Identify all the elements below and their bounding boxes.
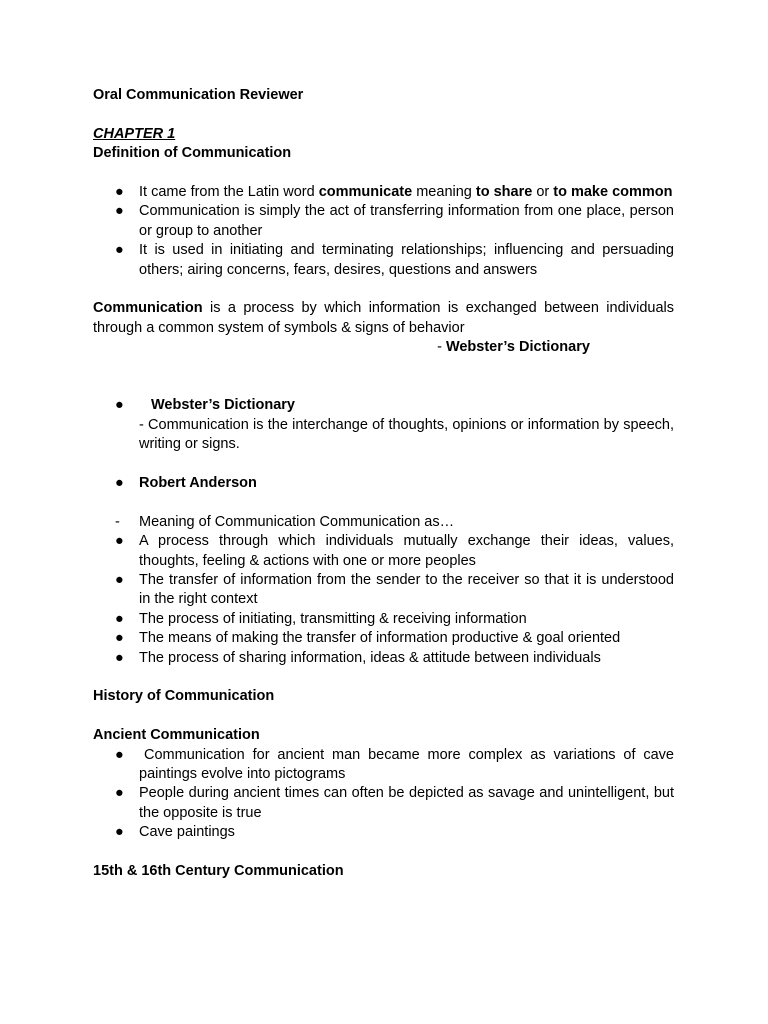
list-item: ● Communication is simply the act of transferring information from one place, person or group to another (115, 203, 674, 239)
bullet-icon: ● (115, 824, 124, 841)
list-item (93, 396, 674, 415)
history-heading: History of Communication (93, 688, 275, 705)
list-item: ● It came from the Latin word communicate meaning to share or to make common (93, 183, 674, 202)
bullet-icon: ● (115, 610, 124, 627)
bullet-icon: ● (115, 649, 124, 666)
bullet-icon: ● (115, 397, 124, 414)
websters-list (93, 396, 674, 415)
bullet-icon: ● (115, 572, 124, 589)
list-item: ● The transfer of information from the sender to the receiver so that it is understood in the right context (115, 572, 674, 608)
list-item: ● It is used in initiating and terminating relationships; influencing and persuading others; airing concerns, fears, desires, questions and answers (115, 242, 674, 278)
list-item: ● People during ancient times can often be depicted as savage and unintelligent, but the opposite is true (115, 785, 674, 821)
anderson-heading-list (93, 474, 674, 493)
bullet-icon: ● (115, 242, 124, 259)
bullet-icon: ● (115, 785, 124, 802)
attribution: - Webster’s Dictionary (437, 339, 590, 356)
list-item: ● Cave paintings (93, 823, 674, 842)
list-item: ● Communication for ancient man became more complex as variations of cave paintings evolve into pictograms (115, 746, 674, 783)
chapter-label: CHAPTER 1 (93, 125, 176, 142)
bullet-icon: ● (115, 475, 124, 492)
anderson-heading: Robert Anderson (139, 475, 257, 492)
bullet-icon: ● (115, 533, 124, 550)
list-item: - Meaning of Communication Communication as… (93, 513, 674, 532)
anderson-list (93, 513, 674, 668)
century-heading: 15th & 16th Century Communication (93, 863, 344, 880)
bullet-icon: ● (115, 630, 124, 647)
bullet-icon: ● (115, 746, 124, 763)
dash-icon: - (115, 513, 120, 530)
list-item (93, 474, 674, 493)
bullet-icon: ● (115, 184, 124, 200)
document-page (93, 86, 674, 882)
document-title: Oral Communication Reviewer (93, 87, 304, 103)
ancient-list (93, 746, 674, 843)
definition-paragraph: Communication is a process by which information is exchanged between individuals through a common system of symbols & signs of behavior (93, 300, 674, 336)
websters-heading: Webster’s Dictionary (151, 397, 295, 414)
list-item: ● A process through which individuals mutually exchange their ideas, values, thoughts, feeling & actions with one or more peoples (115, 533, 674, 569)
ancient-heading: Ancient Communication (93, 727, 260, 744)
definition-heading: Definition of Communication (93, 145, 292, 162)
list-item: ● The means of making the transfer of information productive & goal oriented (93, 629, 674, 648)
definition-list (93, 183, 674, 280)
list-item: ● The process of sharing information, ideas & attitude between individuals (93, 649, 674, 668)
list-item: ● The process of initiating, transmitting & receiving information (93, 610, 674, 629)
websters-text: - Communication is the interchange of thoughts, opinions or information by speech, writing or signs. (139, 416, 674, 453)
bullet-icon: ● (115, 203, 124, 220)
